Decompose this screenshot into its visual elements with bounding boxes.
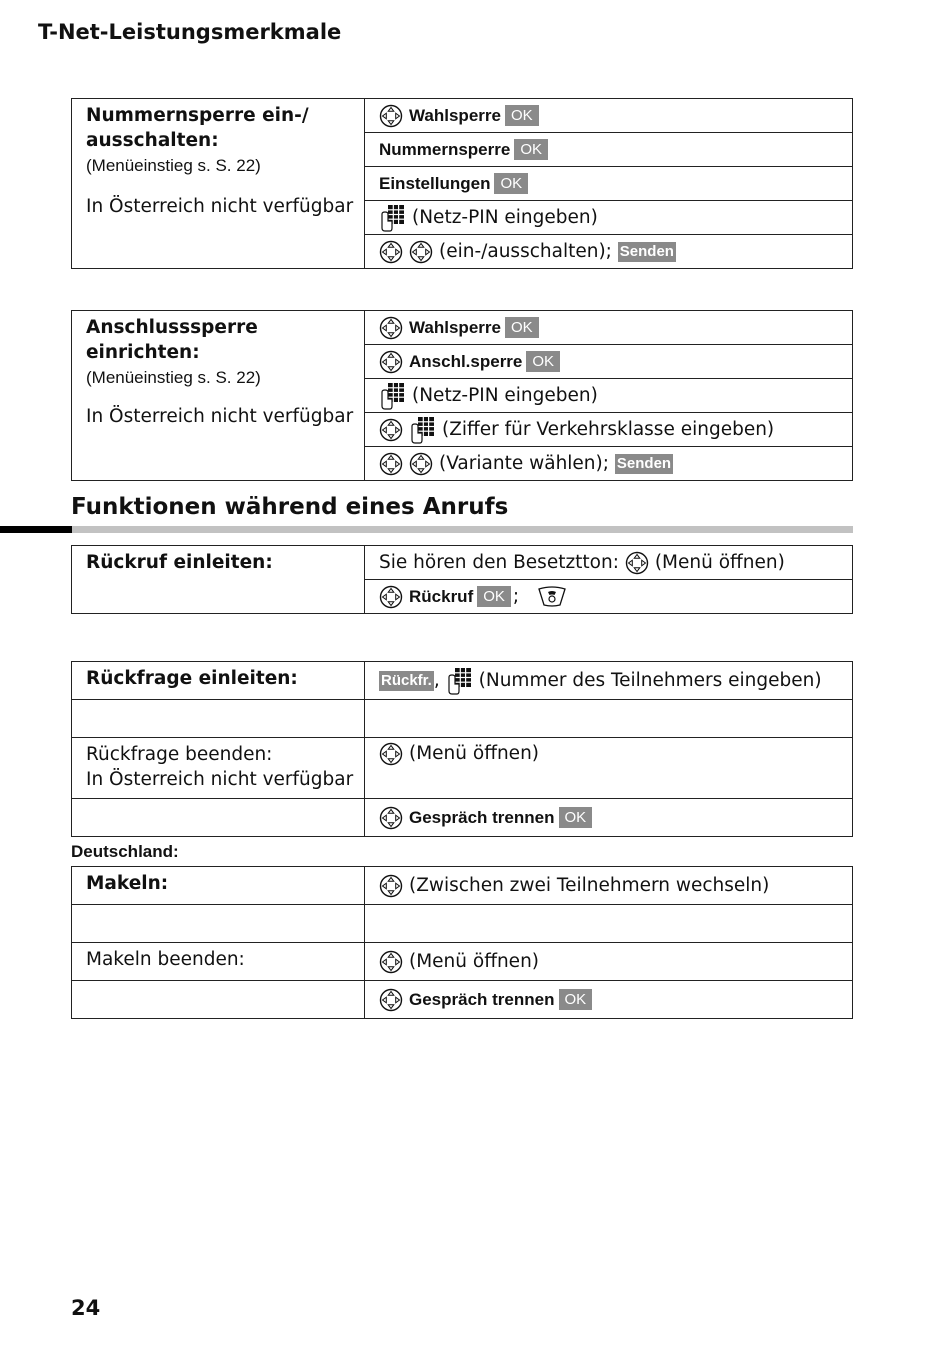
ok-softkey: OK [505,317,539,338]
consultation-end-label: Rückfrage beenden: [86,744,273,765]
navigation-key-icon [625,551,649,575]
step-row [365,413,853,447]
step-row [365,311,853,345]
section-rule [72,526,853,533]
menu-item-nummernsperre: Nummernsperre [379,139,511,159]
menu-reference: (Menüeinstieg s. S. 22) [86,368,261,387]
ok-softkey: OK [494,173,528,194]
brokering-end-label: Makeln beenden: [86,949,245,970]
step-text: (Zwischen zwei Teilnehmern wechseln) [409,874,770,896]
step-row [365,345,853,379]
availability-note: In Österreich nicht verfügbar [86,769,354,790]
empty-cell [72,981,365,1019]
empty-cell [72,700,365,738]
step-row [365,981,853,1019]
number-lock-description [72,99,365,269]
menu-item-wahlsperre: Wahlsperre [409,105,501,125]
step-text: (Variante wählen); [439,452,609,474]
consultation-end-description [72,738,365,799]
step-row [365,235,853,269]
menu-reference: (Menüeinstieg s. S. 22) [86,156,261,175]
keypad-icon [446,667,473,695]
ok-softkey: OK [477,586,511,607]
navigation-key-icon [379,806,403,830]
callback-description [72,546,365,614]
consultation-title: Rückfrage einleiten: [86,668,298,689]
step-row [365,447,853,481]
keypad-icon [409,416,436,444]
rueckfrage-softkey: Rückfr. [381,671,432,689]
empty-cell [365,700,853,738]
navigation-key-icon [379,316,403,340]
navigation-key-icon [379,988,403,1012]
navigation-key-icon [409,240,433,264]
step-row [365,580,853,614]
callback-table [71,545,853,614]
empty-cell [365,905,853,943]
navigation-key-icon [409,452,433,476]
navigation-key-icon [379,585,403,609]
step-text: (Menü öffnen) [654,551,785,573]
brokering-table [71,866,853,1019]
keypad-icon [379,382,406,410]
separator: ; [512,585,520,607]
empty-cell [72,905,365,943]
ok-softkey: OK [559,807,593,828]
keypad-icon [379,204,406,232]
step-text: (Menü öffnen) [409,743,540,764]
region-label: Deutschland: [71,842,179,861]
ok-softkey: OK [505,105,539,126]
line-lock-description [72,311,365,481]
number-lock-title: Nummernsperre ein-/ ausschalten: [86,105,309,151]
menu-item-gespraech-trennen: Gespräch trennen [409,807,555,827]
navigation-key-icon [379,418,403,442]
empty-cell [72,799,365,837]
step-row [365,943,853,981]
step-row [365,379,853,413]
navigation-key-icon [379,104,403,128]
menu-item-einstellungen: Einstellungen [379,173,491,193]
navigation-key-icon [379,350,403,374]
availability-note: In Österreich nicht verfügbar [86,406,354,427]
separator: , [433,669,440,691]
menu-item-anschl-sperre: Anschl.sperre [409,351,523,371]
callback-title: Rückruf einleiten: [86,552,273,573]
navigation-key-icon [379,240,403,264]
availability-note: In Österreich nicht verfügbar [86,196,354,217]
senden-softkey: Senden [616,454,672,472]
menu-item-wahlsperre: Wahlsperre [409,317,501,337]
page-header: T-Net-Leistungsmerkmale [38,20,342,44]
consultation-table [71,661,853,837]
ok-softkey: OK [559,989,593,1010]
step-row [365,133,853,167]
page-number: 24 [71,1296,101,1320]
number-lock-table [71,98,853,269]
step-row [365,201,853,235]
navigation-key-icon [379,874,403,898]
step-text: (Nummer des Teilnehmers eingeben) [478,669,822,691]
phone-key-icon [537,586,567,608]
step-text: (Netz-PIN eingeben) [412,206,598,228]
menu-item-rueckruf: Rückruf [409,586,474,606]
step-text: (Menü öffnen) [409,950,540,972]
menu-item-gespraech-trennen: Gespräch trennen [409,989,555,1009]
ok-softkey: OK [514,139,548,160]
navigation-key-icon [379,950,403,974]
step-row [365,99,853,133]
senden-softkey: Senden [619,242,674,260]
line-lock-title: Anschlusssperre einrichten: [86,317,258,363]
line-lock-table [71,310,853,481]
step-text: (Netz-PIN eingeben) [412,384,598,406]
step-row [365,546,853,580]
step-row [365,867,853,905]
step-row [365,738,853,799]
step-row [365,167,853,201]
brokering-title: Makeln: [86,873,169,894]
brokering-description [72,867,365,905]
step-text: (Ziffer für Verkehrsklasse eingeben) [442,418,775,440]
step-row [365,799,853,837]
navigation-key-icon [379,452,403,476]
section-rule-accent [0,526,72,533]
consultation-description [72,662,365,700]
step-row [365,662,853,700]
step-text: (ein-/ausschalten); [439,240,612,262]
section-title: Funktionen während eines Anrufs [71,494,509,520]
navigation-key-icon [379,742,403,766]
ok-softkey: OK [526,351,560,372]
step-text: Sie hören den Besetztton: [379,551,619,573]
brokering-end-description [72,943,365,981]
